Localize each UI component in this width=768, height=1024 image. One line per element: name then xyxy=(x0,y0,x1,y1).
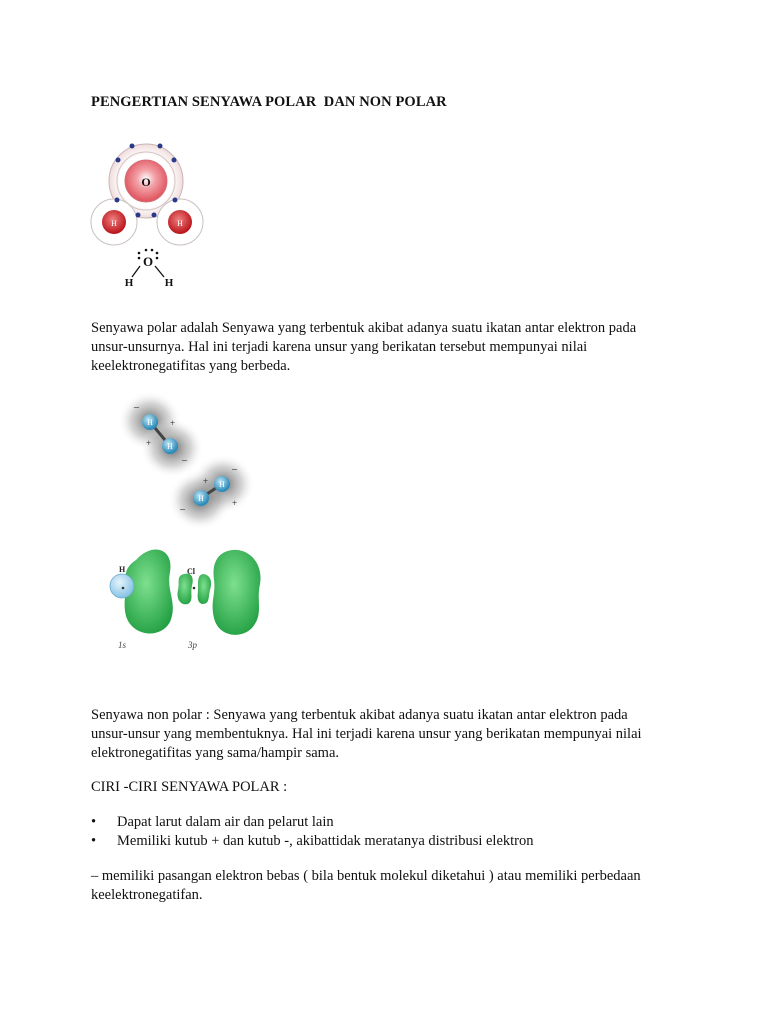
svg-text:–: – xyxy=(232,464,237,475)
svg-text:+: + xyxy=(232,498,238,508)
svg-text:+: + xyxy=(170,418,176,428)
ciri-list xyxy=(91,813,534,851)
svg-text:+: + xyxy=(146,438,152,448)
hydrogen-label-left: H xyxy=(111,219,117,228)
svg-text:O: O xyxy=(142,254,154,269)
svg-text:H: H xyxy=(124,277,134,289)
list-item: • Memiliki kutub + dan kutub -, akibattidak meratanya distribusi elektron xyxy=(91,832,534,851)
lewis-structure xyxy=(125,249,174,289)
svg-text:1s: 1s xyxy=(118,640,127,650)
list-item: • Dapat larut dalam air dan pelarut lain xyxy=(91,813,534,832)
small-lobe-right xyxy=(198,574,211,604)
hydrogen-molecules-figure xyxy=(110,388,270,538)
svg-text:–: – xyxy=(182,455,187,466)
p-orbital-lobe-right xyxy=(213,550,261,635)
svg-text:3p: 3p xyxy=(188,640,197,650)
water-molecule-figure xyxy=(88,136,213,296)
svg-text:+: + xyxy=(203,476,209,486)
hcl-orbital-figure xyxy=(104,540,269,655)
page-title: PENGERTIAN SENYAWA POLAR DAN NON POLAR xyxy=(91,94,447,110)
svg-text:H: H xyxy=(119,565,126,574)
ciri-heading: CIRI -CIRI SENYAWA POLAR : xyxy=(91,779,288,795)
closing-paragraph: – memiliki pasangan elektron bebas ( bila bentuk molekul diketahui ) atau memiliki perbedaan keelektronegatifan. xyxy=(91,868,641,903)
svg-text:H: H xyxy=(147,418,153,427)
nonpolar-definition-paragraph: Senyawa non polar : Senyawa yang terbentuk akibat adanya suatu ikatan antar elektron pada unsur-unsur yang membentuknya. Hal ini terjadi karena unsur yang berikatan mempunyai nilai elektronegatifitas yang sama/hampir sama. xyxy=(91,707,642,761)
svg-text:H: H xyxy=(164,277,174,289)
svg-text:H: H xyxy=(198,494,204,503)
svg-text:H: H xyxy=(219,480,225,489)
svg-text:–: – xyxy=(180,504,185,515)
polar-definition-paragraph: Senyawa polar adalah Senyawa yang terbentuk akibat adanya suatu ikatan antar elektron pada unsur-unsurnya. Hal ini terjadi karena unsur yang berikatan tersebut mempunyai nilai keelektronegatifitas yang berbeda. xyxy=(91,320,637,374)
svg-text:–: – xyxy=(134,402,139,413)
oxygen-label: O xyxy=(141,175,151,189)
hydrogen-label-right: H xyxy=(177,219,183,228)
svg-text:H: H xyxy=(167,442,173,451)
s-orbital-h xyxy=(110,574,134,598)
svg-text:Cl: Cl xyxy=(187,567,195,576)
small-lobe-left xyxy=(177,574,192,605)
